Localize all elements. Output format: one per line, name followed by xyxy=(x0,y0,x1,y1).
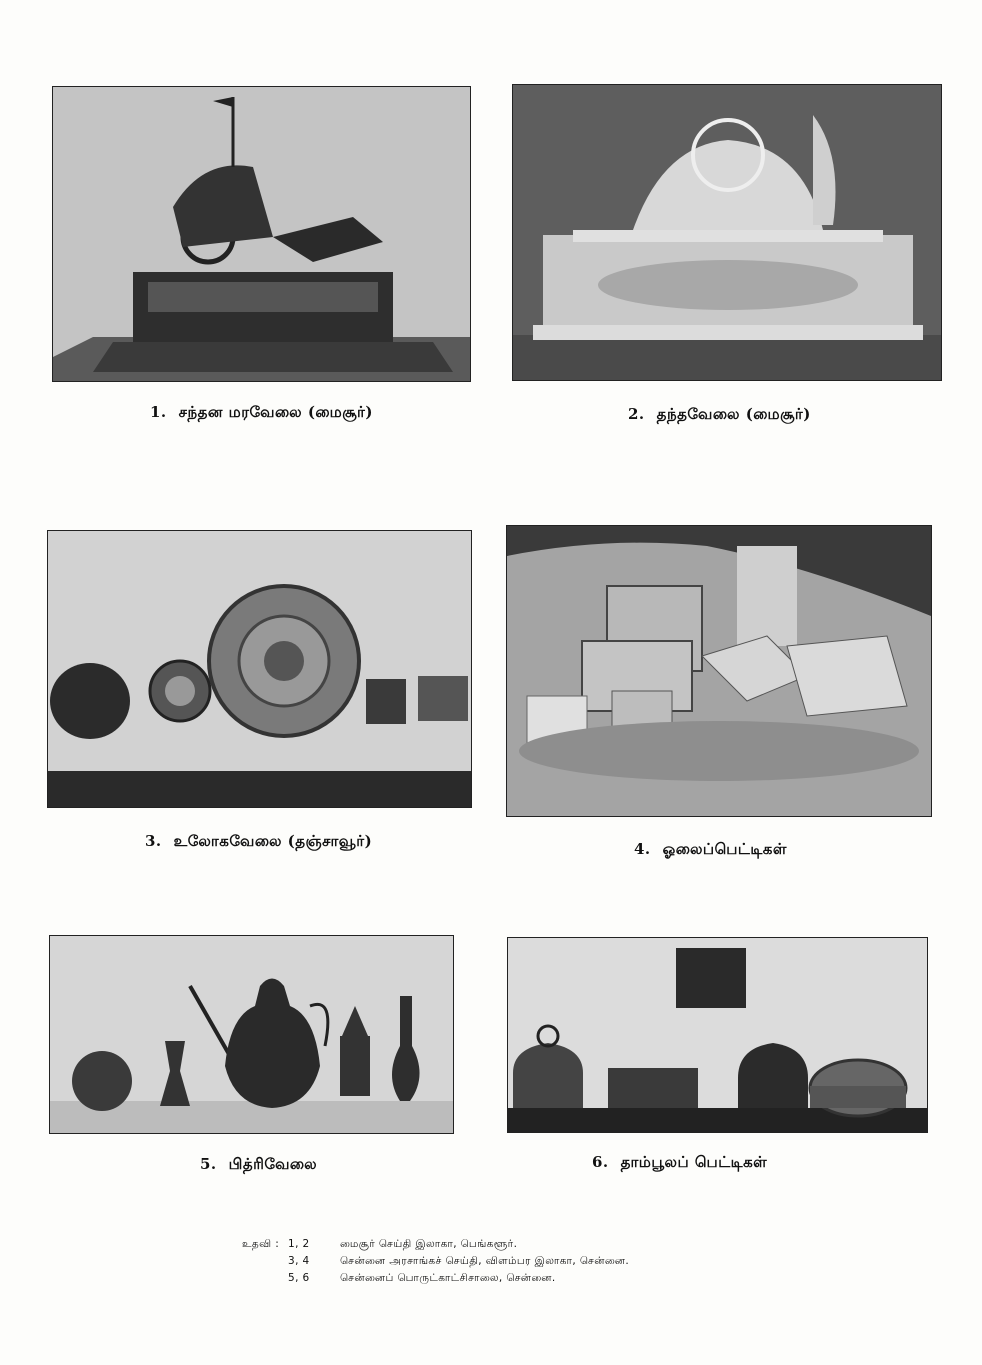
caption-text: தாம்பூலப் பெட்டிகள் xyxy=(620,1153,768,1171)
photo-ivory-work xyxy=(512,84,942,381)
credit-line xyxy=(242,1236,629,1253)
caption-6 xyxy=(592,1153,767,1173)
credits-label: உதவி : xyxy=(242,1238,280,1250)
caption-4 xyxy=(634,840,787,860)
photo-sandalwood-chariot xyxy=(52,86,471,382)
caption-3 xyxy=(145,832,372,852)
credit-numbers: 1, 2 xyxy=(288,1238,310,1250)
caption-text: சந்தன மரவேலை (மைசூர்) xyxy=(178,403,373,421)
caption-number: 2. xyxy=(628,405,645,423)
caption-text: உலோகவேலை (தஞ்சாவூர்) xyxy=(173,832,373,850)
credit-line xyxy=(242,1253,629,1270)
caption-1 xyxy=(150,403,373,423)
caption-text: தந்தவேலை (மைசூர்) xyxy=(656,405,811,423)
photo-palm-leaf-boxes xyxy=(506,525,932,817)
caption-5 xyxy=(200,1155,317,1175)
caption-number: 4. xyxy=(634,840,651,858)
photo-betel-boxes xyxy=(507,937,928,1133)
caption-2 xyxy=(628,405,811,425)
credit-text: மைசூர் செய்தி இலாகா, பெங்களூர். xyxy=(340,1238,518,1250)
caption-number: 3. xyxy=(145,832,162,850)
caption-text: பித்ரிவேலை xyxy=(228,1155,318,1173)
credit-text: சென்னை அரசாங்கச் செய்தி, விளம்பர இலாகா, சென்னை. xyxy=(340,1255,630,1267)
credit-numbers: 5, 6 xyxy=(288,1272,310,1284)
photo-credits xyxy=(242,1236,629,1287)
photo-bidri-ware xyxy=(49,935,454,1134)
caption-number: 5. xyxy=(200,1155,217,1173)
caption-number: 1. xyxy=(150,403,167,421)
credit-line xyxy=(242,1270,629,1287)
credit-text: சென்னைப் பொருட்காட்சிசாலை, சென்னை. xyxy=(340,1272,556,1284)
caption-text: ஓலைப்பெட்டிகள் xyxy=(662,840,787,858)
photo-metal-work xyxy=(47,530,472,808)
caption-number: 6. xyxy=(592,1153,609,1171)
credit-numbers: 3, 4 xyxy=(288,1255,310,1267)
